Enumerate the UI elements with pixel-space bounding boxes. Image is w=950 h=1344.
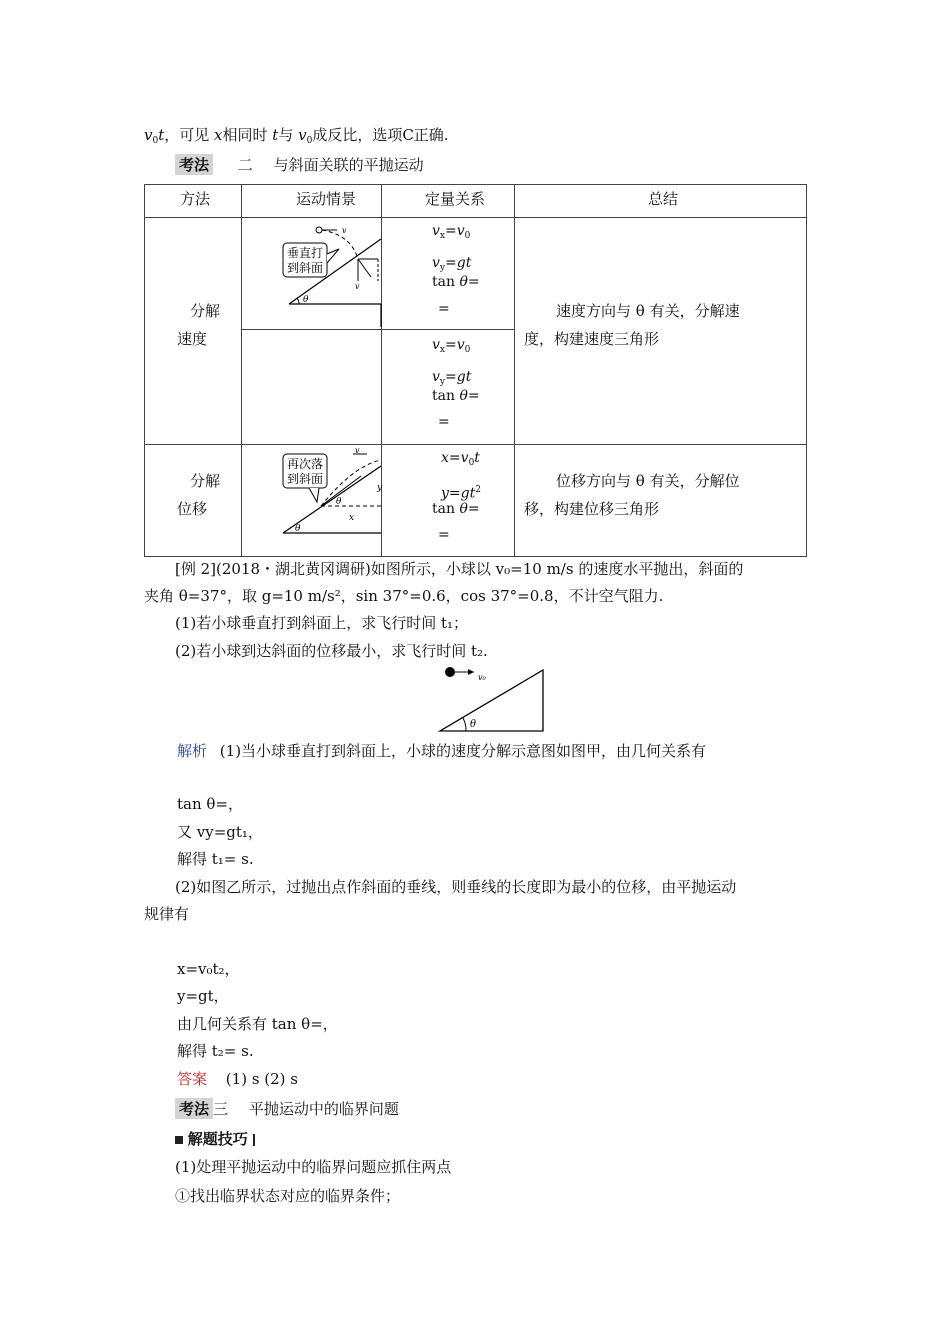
solution-label: 解析 xyxy=(177,742,208,760)
section3-heading: 考法 三 平抛运动中的临界问题 xyxy=(175,1098,399,1119)
svg-text:y: y xyxy=(377,483,383,493)
scene-label-1a: 垂直打 xyxy=(287,246,324,260)
row2-summary-1: 位移方向与 θ 有关，分解位 xyxy=(556,472,740,490)
svg-text:θ: θ xyxy=(470,719,477,730)
row1-summary-2: 度，构建速度三角形 xyxy=(524,330,660,348)
tips-line-2: ①找出临界状态对应的临界条件； xyxy=(175,1187,401,1205)
tips-line-1: (1)处理平抛运动中的临界问题应抓住两点 xyxy=(175,1158,452,1176)
row1-eq-a: = xyxy=(438,301,450,317)
svg-text:θ: θ xyxy=(336,497,342,507)
example-line-1: [例 2](2018・湖北黄冈调研)如图所示，小球以 v₀=10 m/s 的速度水平抛出，斜面的 xyxy=(175,560,744,578)
row2-tan: tan θ= xyxy=(432,501,480,517)
solution-eq1: tan θ=， xyxy=(177,795,243,813)
scene-label-2b: 到斜面 xyxy=(287,472,324,486)
scene-perpendicular-svg xyxy=(243,219,381,327)
svg-text:θ: θ xyxy=(295,524,301,534)
example-q1: (1)若小球垂直打到斜面上，求飞行时间 t₁； xyxy=(175,614,469,632)
row1-summary-1: 速度方向与 θ 有关，分解速 xyxy=(556,302,740,320)
solution-eq5: y=gt， xyxy=(177,987,229,1005)
solution-eq2: 又 vy=gt₁， xyxy=(177,823,263,841)
solution-eq3: 解得 t₁= s. xyxy=(177,850,254,868)
example-figure xyxy=(436,664,548,734)
svg-text:v: v xyxy=(355,446,360,455)
header-summary: 总结 xyxy=(648,190,679,208)
solution-eq4: x=v₀t₂， xyxy=(177,960,240,978)
row2-method-2: 位移 xyxy=(177,500,208,518)
row1-tan-b: tan θ= xyxy=(432,388,480,404)
solution-line-2b: 规律有 xyxy=(144,905,190,923)
row2-summary-2: 移，构建位移三角形 xyxy=(524,500,660,518)
section2-heading: 考法 二 与斜面关联的平抛运动 xyxy=(175,154,424,175)
row2-method: 分解 xyxy=(190,472,221,490)
example-q2: (2)若小球到达斜面的位移最小，求飞行时间 t₂. xyxy=(175,642,488,660)
section-badge-3: 考法 xyxy=(175,1098,213,1119)
tips-marker-icon xyxy=(175,1136,183,1144)
row1-method: 分解 xyxy=(190,302,221,320)
row1-relation-b: $v_x=v_0$ $v_y=gt$ xyxy=(432,337,472,387)
svg-text:v: v xyxy=(355,282,360,291)
tips-bar-icon xyxy=(253,1134,255,1146)
svg-text:v₀: v₀ xyxy=(478,673,486,682)
scene-displacement-svg xyxy=(243,446,381,554)
svg-text:v: v xyxy=(342,226,347,235)
svg-text:θ: θ xyxy=(303,295,309,305)
tips-title: 解题技巧 xyxy=(175,1128,255,1149)
section-badge: 考法 xyxy=(175,154,213,175)
row1-tan-a: tan θ= xyxy=(432,274,480,290)
svg-text:x: x xyxy=(349,513,355,523)
answer-label: 答案 xyxy=(177,1070,208,1088)
solution-eq6: 由几何关系有 tan θ=， xyxy=(177,1015,338,1033)
solution-eq7: 解得 t₂= s. xyxy=(177,1042,254,1060)
example-line-2: 夹角 θ=37°，取 g=10 m/s²，sin 37°=0.6，cos 37°=0.8，不计空气阻力. xyxy=(144,587,664,605)
row2-relation: $x=v_0t$ $y=gt^2$ xyxy=(441,450,481,502)
header-method: 方法 xyxy=(180,190,211,208)
header-relation: 定量关系 xyxy=(425,190,486,208)
row2-eq: = xyxy=(438,527,450,543)
scene-label-2a: 再次落 xyxy=(287,457,324,471)
row1-relation-a: $v_x=v_0$ $v_y=gt$ xyxy=(432,223,472,273)
row1-eq-b: = xyxy=(438,414,450,430)
intro-line: $v_0t$，可见 x相同时 t与 $v_0$成反比，选项C正确. xyxy=(144,126,449,146)
scene-label-1b: 到斜面 xyxy=(287,261,324,275)
answer-line: 答案 (1) s (2) s xyxy=(177,1070,298,1088)
row1-method-2: 速度 xyxy=(177,330,208,348)
solution-line-2a: (2)如图乙所示，过抛出点作斜面的垂线，则垂线的长度即为最小的位移，由平抛运动 xyxy=(175,878,737,896)
solution-line-1: 解析 (1)当小球垂直打到斜面上，小球的速度分解示意图如图甲，由几何关系有 xyxy=(177,742,707,760)
header-scene: 运动情景 xyxy=(296,190,357,208)
